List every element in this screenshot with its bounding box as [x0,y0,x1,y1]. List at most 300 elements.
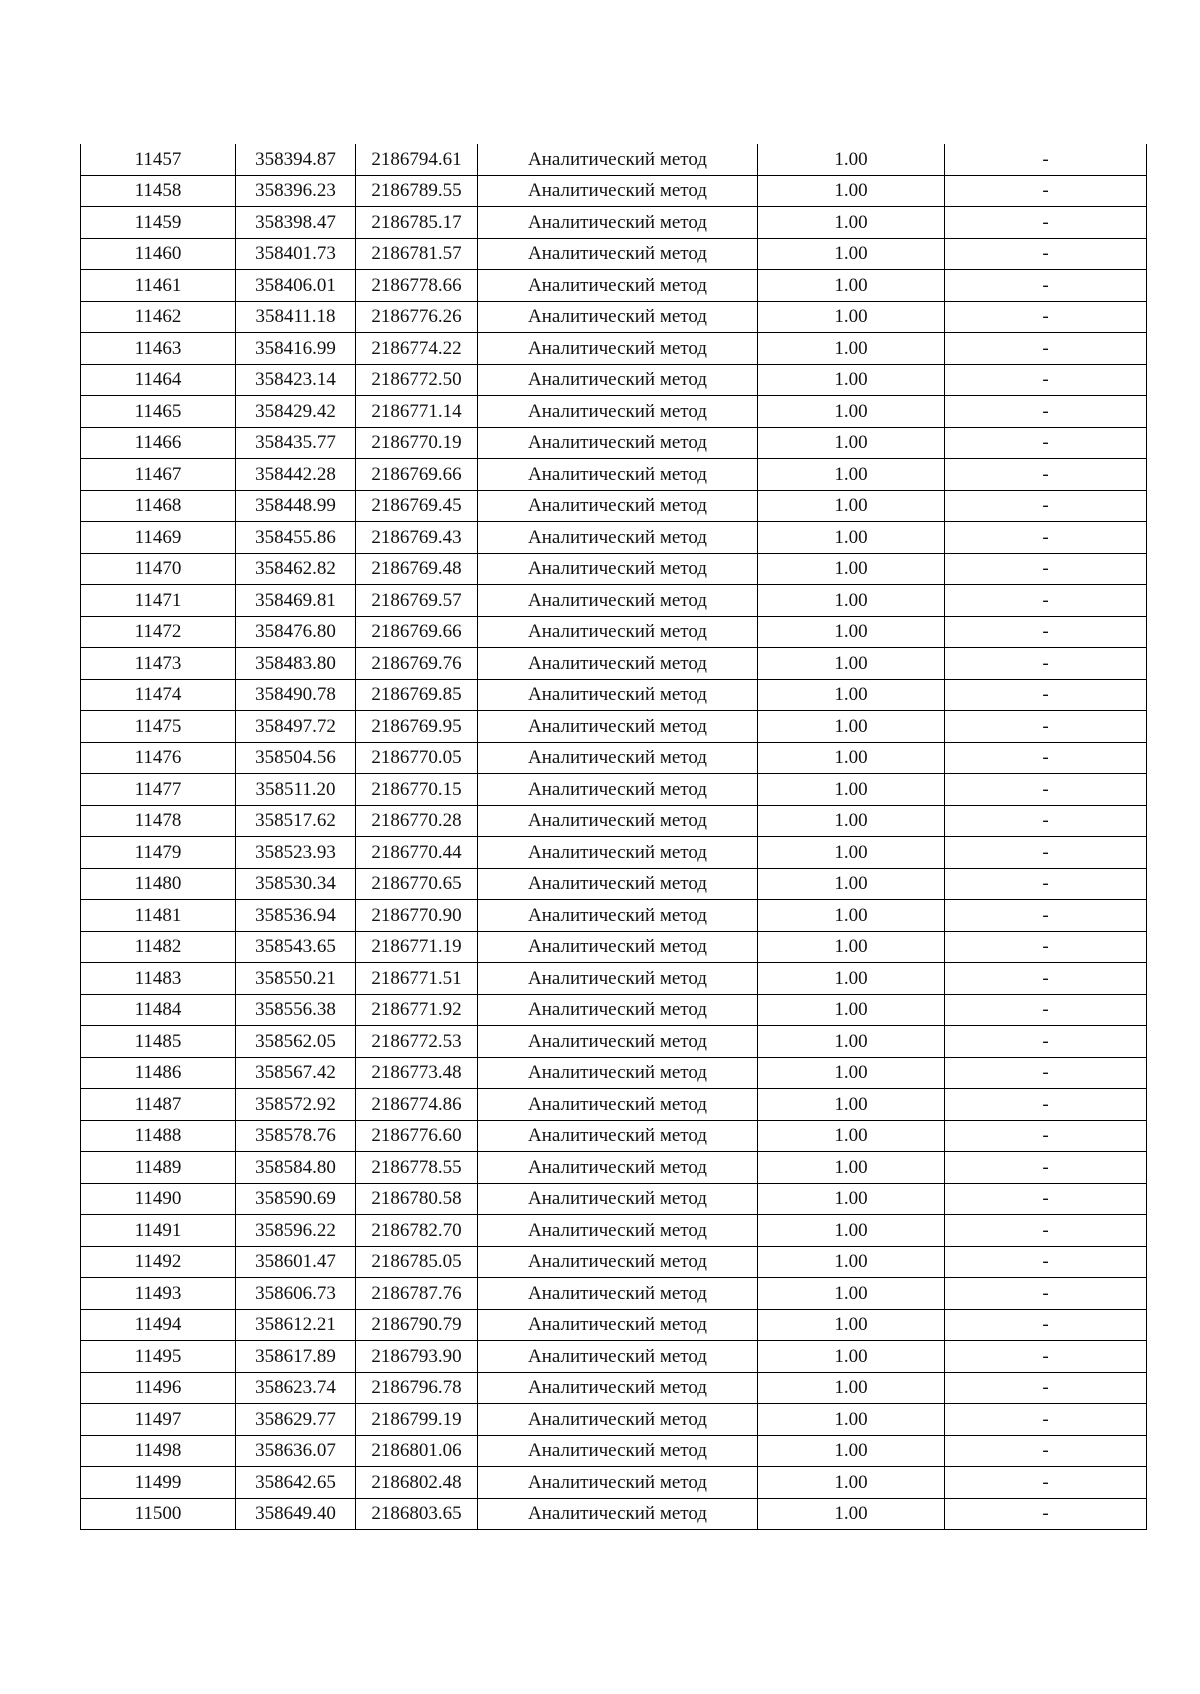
table-row [81,963,1147,995]
table-row [81,1089,1147,1121]
method-cell: Аналитический метод [478,1026,758,1058]
x-coordinate-cell: 358448.99 [236,490,356,522]
y-coordinate-cell: 2186796.78 [356,1372,478,1404]
method-cell: Аналитический метод [478,490,758,522]
x-coordinate-cell: 358606.73 [236,1278,356,1310]
x-coordinate-cell: 358601.47 [236,1246,356,1278]
method-cell: Аналитический метод [478,994,758,1026]
accuracy-cell: 1.00 [758,994,945,1026]
accuracy-cell: 1.00 [758,963,945,995]
accuracy-cell: 1.00 [758,1183,945,1215]
table-row [81,837,1147,869]
table-row [81,1183,1147,1215]
description-cell: - [945,1435,1147,1467]
method-cell: Аналитический метод [478,364,758,396]
x-coordinate-cell: 358572.92 [236,1089,356,1121]
x-coordinate-cell: 358543.65 [236,931,356,963]
description-cell: - [945,1246,1147,1278]
y-coordinate-cell: 2186770.05 [356,742,478,774]
table-row [81,175,1147,207]
method-cell: Аналитический метод [478,301,758,333]
x-coordinate-cell: 358578.76 [236,1120,356,1152]
accuracy-cell: 1.00 [758,1246,945,1278]
y-coordinate-cell: 2186770.65 [356,868,478,900]
y-coordinate-cell: 2186772.50 [356,364,478,396]
accuracy-cell: 1.00 [758,333,945,365]
description-cell: - [945,616,1147,648]
y-coordinate-cell: 2186781.57 [356,238,478,270]
description-cell: - [945,238,1147,270]
method-cell: Аналитический метод [478,648,758,680]
y-coordinate-cell: 2186771.51 [356,963,478,995]
table-row [81,270,1147,302]
point-number-cell: 11461 [81,270,236,302]
y-coordinate-cell: 2186776.60 [356,1120,478,1152]
point-number-cell: 11458 [81,175,236,207]
y-coordinate-cell: 2186793.90 [356,1341,478,1373]
table-row [81,679,1147,711]
y-coordinate-cell: 2186774.86 [356,1089,478,1121]
point-number-cell: 11469 [81,522,236,554]
description-cell: - [945,522,1147,554]
table-row [81,396,1147,428]
description-cell: - [945,301,1147,333]
point-number-cell: 11460 [81,238,236,270]
x-coordinate-cell: 358476.80 [236,616,356,648]
y-coordinate-cell: 2186769.95 [356,711,478,743]
x-coordinate-cell: 358590.69 [236,1183,356,1215]
table-row [81,364,1147,396]
x-coordinate-cell: 358435.77 [236,427,356,459]
accuracy-cell: 1.00 [758,364,945,396]
method-cell: Аналитический метод [478,553,758,585]
point-number-cell: 11481 [81,900,236,932]
table-row [81,616,1147,648]
accuracy-cell: 1.00 [758,616,945,648]
table-row [81,585,1147,617]
description-cell: - [945,931,1147,963]
x-coordinate-cell: 358617.89 [236,1341,356,1373]
point-number-cell: 11483 [81,963,236,995]
point-number-cell: 11478 [81,805,236,837]
y-coordinate-cell: 2186770.28 [356,805,478,837]
method-cell: Аналитический метод [478,270,758,302]
point-number-cell: 11476 [81,742,236,774]
description-cell: - [945,553,1147,585]
point-number-cell: 11465 [81,396,236,428]
point-number-cell: 11474 [81,679,236,711]
y-coordinate-cell: 2186787.76 [356,1278,478,1310]
y-coordinate-cell: 2186801.06 [356,1435,478,1467]
accuracy-cell: 1.00 [758,175,945,207]
description-cell: - [945,1089,1147,1121]
table-row [81,427,1147,459]
accuracy-cell: 1.00 [758,774,945,806]
method-cell: Аналитический метод [478,837,758,869]
x-coordinate-cell: 358483.80 [236,648,356,680]
accuracy-cell: 1.00 [758,144,945,175]
y-coordinate-cell: 2186785.05 [356,1246,478,1278]
description-cell: - [945,364,1147,396]
x-coordinate-cell: 358584.80 [236,1152,356,1184]
point-number-cell: 11473 [81,648,236,680]
description-cell: - [945,679,1147,711]
method-cell: Аналитический метод [478,742,758,774]
x-coordinate-cell: 358536.94 [236,900,356,932]
method-cell: Аналитический метод [478,963,758,995]
point-number-cell: 11470 [81,553,236,585]
point-number-cell: 11477 [81,774,236,806]
accuracy-cell: 1.00 [758,1120,945,1152]
x-coordinate-cell: 358523.93 [236,837,356,869]
method-cell: Аналитический метод [478,1498,758,1530]
x-coordinate-cell: 358406.01 [236,270,356,302]
description-cell: - [945,805,1147,837]
method-cell: Аналитический метод [478,1183,758,1215]
x-coordinate-cell: 358642.65 [236,1467,356,1499]
table-row [81,1057,1147,1089]
y-coordinate-cell: 2186773.48 [356,1057,478,1089]
y-coordinate-cell: 2186769.66 [356,459,478,491]
table-row [81,711,1147,743]
y-coordinate-cell: 2186789.55 [356,175,478,207]
description-cell: - [945,900,1147,932]
accuracy-cell: 1.00 [758,648,945,680]
point-number-cell: 11497 [81,1404,236,1436]
accuracy-cell: 1.00 [758,1215,945,1247]
point-number-cell: 11490 [81,1183,236,1215]
description-cell: - [945,1372,1147,1404]
accuracy-cell: 1.00 [758,553,945,585]
method-cell: Аналитический метод [478,522,758,554]
method-cell: Аналитический метод [478,1278,758,1310]
description-cell: - [945,963,1147,995]
accuracy-cell: 1.00 [758,1089,945,1121]
table-row [81,1246,1147,1278]
accuracy-cell: 1.00 [758,900,945,932]
y-coordinate-cell: 2186771.19 [356,931,478,963]
table-row [81,238,1147,270]
point-number-cell: 11464 [81,364,236,396]
x-coordinate-cell: 358629.77 [236,1404,356,1436]
table-row [81,1026,1147,1058]
point-number-cell: 11491 [81,1215,236,1247]
method-cell: Аналитический метод [478,711,758,743]
description-cell: - [945,837,1147,869]
description-cell: - [945,994,1147,1026]
description-cell: - [945,1215,1147,1247]
x-coordinate-cell: 358517.62 [236,805,356,837]
point-number-cell: 11457 [81,144,236,175]
accuracy-cell: 1.00 [758,805,945,837]
description-cell: - [945,1278,1147,1310]
x-coordinate-cell: 358504.56 [236,742,356,774]
description-cell: - [945,774,1147,806]
table-row [81,931,1147,963]
table-row [81,868,1147,900]
accuracy-cell: 1.00 [758,1372,945,1404]
method-cell: Аналитический метод [478,868,758,900]
point-number-cell: 11500 [81,1498,236,1530]
description-cell: - [945,175,1147,207]
method-cell: Аналитический метод [478,1120,758,1152]
method-cell: Аналитический метод [478,679,758,711]
table-row [81,805,1147,837]
x-coordinate-cell: 358396.23 [236,175,356,207]
y-coordinate-cell: 2186776.26 [356,301,478,333]
table-row [81,742,1147,774]
table-row [81,459,1147,491]
description-cell: - [945,1498,1147,1530]
y-coordinate-cell: 2186769.45 [356,490,478,522]
accuracy-cell: 1.00 [758,238,945,270]
point-number-cell: 11493 [81,1278,236,1310]
method-cell: Аналитический метод [478,1089,758,1121]
description-cell: - [945,648,1147,680]
accuracy-cell: 1.00 [758,1435,945,1467]
point-number-cell: 11462 [81,301,236,333]
table-row [81,1467,1147,1499]
table-row [81,207,1147,239]
y-coordinate-cell: 2186802.48 [356,1467,478,1499]
point-number-cell: 11489 [81,1152,236,1184]
description-cell: - [945,1120,1147,1152]
table-row [81,1341,1147,1373]
table-row [81,1120,1147,1152]
description-cell: - [945,427,1147,459]
accuracy-cell: 1.00 [758,301,945,333]
accuracy-cell: 1.00 [758,396,945,428]
y-coordinate-cell: 2186778.66 [356,270,478,302]
point-number-cell: 11467 [81,459,236,491]
method-cell: Аналитический метод [478,1467,758,1499]
table-row [81,1215,1147,1247]
description-cell: - [945,490,1147,522]
method-cell: Аналитический метод [478,1246,758,1278]
x-coordinate-cell: 358562.05 [236,1026,356,1058]
x-coordinate-cell: 358556.38 [236,994,356,1026]
method-cell: Аналитический метод [478,1404,758,1436]
point-number-cell: 11459 [81,207,236,239]
method-cell: Аналитический метод [478,207,758,239]
accuracy-cell: 1.00 [758,585,945,617]
point-number-cell: 11498 [81,1435,236,1467]
point-number-cell: 11488 [81,1120,236,1152]
point-number-cell: 11494 [81,1309,236,1341]
y-coordinate-cell: 2186785.17 [356,207,478,239]
point-number-cell: 11471 [81,585,236,617]
table-row [81,774,1147,806]
accuracy-cell: 1.00 [758,522,945,554]
y-coordinate-cell: 2186770.90 [356,900,478,932]
table-row [81,333,1147,365]
method-cell: Аналитический метод [478,396,758,428]
x-coordinate-cell: 358423.14 [236,364,356,396]
accuracy-cell: 1.00 [758,837,945,869]
y-coordinate-cell: 2186770.19 [356,427,478,459]
accuracy-cell: 1.00 [758,1278,945,1310]
y-coordinate-cell: 2186794.61 [356,144,478,175]
accuracy-cell: 1.00 [758,459,945,491]
y-coordinate-cell: 2186790.79 [356,1309,478,1341]
point-number-cell: 11466 [81,427,236,459]
accuracy-cell: 1.00 [758,931,945,963]
y-coordinate-cell: 2186771.14 [356,396,478,428]
point-number-cell: 11468 [81,490,236,522]
method-cell: Аналитический метод [478,1435,758,1467]
x-coordinate-cell: 358497.72 [236,711,356,743]
coordinates-table [80,144,1147,1530]
point-number-cell: 11480 [81,868,236,900]
x-coordinate-cell: 358411.18 [236,301,356,333]
x-coordinate-cell: 358530.34 [236,868,356,900]
point-number-cell: 11472 [81,616,236,648]
point-number-cell: 11496 [81,1372,236,1404]
description-cell: - [945,1152,1147,1184]
x-coordinate-cell: 358612.21 [236,1309,356,1341]
accuracy-cell: 1.00 [758,1341,945,1373]
accuracy-cell: 1.00 [758,427,945,459]
description-cell: - [945,1341,1147,1373]
method-cell: Аналитический метод [478,1341,758,1373]
y-coordinate-cell: 2186772.53 [356,1026,478,1058]
description-cell: - [945,1309,1147,1341]
description-cell: - [945,742,1147,774]
table-row [81,900,1147,932]
point-number-cell: 11482 [81,931,236,963]
table-row [81,144,1147,175]
point-number-cell: 11479 [81,837,236,869]
y-coordinate-cell: 2186803.65 [356,1498,478,1530]
table-row [81,1152,1147,1184]
x-coordinate-cell: 358550.21 [236,963,356,995]
table-row [81,648,1147,680]
table-row [81,522,1147,554]
accuracy-cell: 1.00 [758,1057,945,1089]
description-cell: - [945,1183,1147,1215]
y-coordinate-cell: 2186770.44 [356,837,478,869]
description-cell: - [945,144,1147,175]
method-cell: Аналитический метод [478,1215,758,1247]
table-row [81,1278,1147,1310]
y-coordinate-cell: 2186774.22 [356,333,478,365]
description-cell: - [945,1404,1147,1436]
method-cell: Аналитический метод [478,616,758,648]
description-cell: - [945,711,1147,743]
x-coordinate-cell: 358394.87 [236,144,356,175]
point-number-cell: 11495 [81,1341,236,1373]
y-coordinate-cell: 2186769.76 [356,648,478,680]
point-number-cell: 11485 [81,1026,236,1058]
method-cell: Аналитический метод [478,805,758,837]
accuracy-cell: 1.00 [758,1498,945,1530]
description-cell: - [945,333,1147,365]
description-cell: - [945,459,1147,491]
accuracy-cell: 1.00 [758,1309,945,1341]
x-coordinate-cell: 358511.20 [236,774,356,806]
method-cell: Аналитический метод [478,459,758,491]
x-coordinate-cell: 358649.40 [236,1498,356,1530]
accuracy-cell: 1.00 [758,1467,945,1499]
point-number-cell: 11463 [81,333,236,365]
y-coordinate-cell: 2186769.66 [356,616,478,648]
x-coordinate-cell: 358596.22 [236,1215,356,1247]
x-coordinate-cell: 358469.81 [236,585,356,617]
method-cell: Аналитический метод [478,333,758,365]
description-cell: - [945,1026,1147,1058]
description-cell: - [945,207,1147,239]
x-coordinate-cell: 358462.82 [236,553,356,585]
x-coordinate-cell: 358623.74 [236,1372,356,1404]
method-cell: Аналитический метод [478,900,758,932]
x-coordinate-cell: 358429.42 [236,396,356,428]
method-cell: Аналитический метод [478,931,758,963]
description-cell: - [945,1057,1147,1089]
accuracy-cell: 1.00 [758,742,945,774]
accuracy-cell: 1.00 [758,1152,945,1184]
coordinates-table-body [81,144,1147,1530]
point-number-cell: 11487 [81,1089,236,1121]
x-coordinate-cell: 358398.47 [236,207,356,239]
y-coordinate-cell: 2186771.92 [356,994,478,1026]
table-row [81,1435,1147,1467]
method-cell: Аналитический метод [478,1372,758,1404]
method-cell: Аналитический метод [478,175,758,207]
x-coordinate-cell: 358455.86 [236,522,356,554]
description-cell: - [945,1467,1147,1499]
y-coordinate-cell: 2186769.43 [356,522,478,554]
y-coordinate-cell: 2186769.57 [356,585,478,617]
accuracy-cell: 1.00 [758,679,945,711]
description-cell: - [945,585,1147,617]
accuracy-cell: 1.00 [758,490,945,522]
description-cell: - [945,270,1147,302]
point-number-cell: 11475 [81,711,236,743]
point-number-cell: 11486 [81,1057,236,1089]
x-coordinate-cell: 358442.28 [236,459,356,491]
accuracy-cell: 1.00 [758,270,945,302]
point-number-cell: 11492 [81,1246,236,1278]
method-cell: Аналитический метод [478,774,758,806]
accuracy-cell: 1.00 [758,1404,945,1436]
y-coordinate-cell: 2186770.15 [356,774,478,806]
table-row [81,1309,1147,1341]
x-coordinate-cell: 358490.78 [236,679,356,711]
description-cell: - [945,396,1147,428]
x-coordinate-cell: 358636.07 [236,1435,356,1467]
table-row [81,301,1147,333]
y-coordinate-cell: 2186799.19 [356,1404,478,1436]
table-row [81,1372,1147,1404]
method-cell: Аналитический метод [478,1057,758,1089]
table-row [81,1498,1147,1530]
y-coordinate-cell: 2186780.58 [356,1183,478,1215]
method-cell: Аналитический метод [478,1309,758,1341]
accuracy-cell: 1.00 [758,1026,945,1058]
table-row [81,490,1147,522]
table-row [81,994,1147,1026]
table-row [81,553,1147,585]
method-cell: Аналитический метод [478,585,758,617]
y-coordinate-cell: 2186769.48 [356,553,478,585]
accuracy-cell: 1.00 [758,711,945,743]
point-number-cell: 11484 [81,994,236,1026]
x-coordinate-cell: 358567.42 [236,1057,356,1089]
method-cell: Аналитический метод [478,1152,758,1184]
description-cell: - [945,868,1147,900]
accuracy-cell: 1.00 [758,868,945,900]
x-coordinate-cell: 358416.99 [236,333,356,365]
